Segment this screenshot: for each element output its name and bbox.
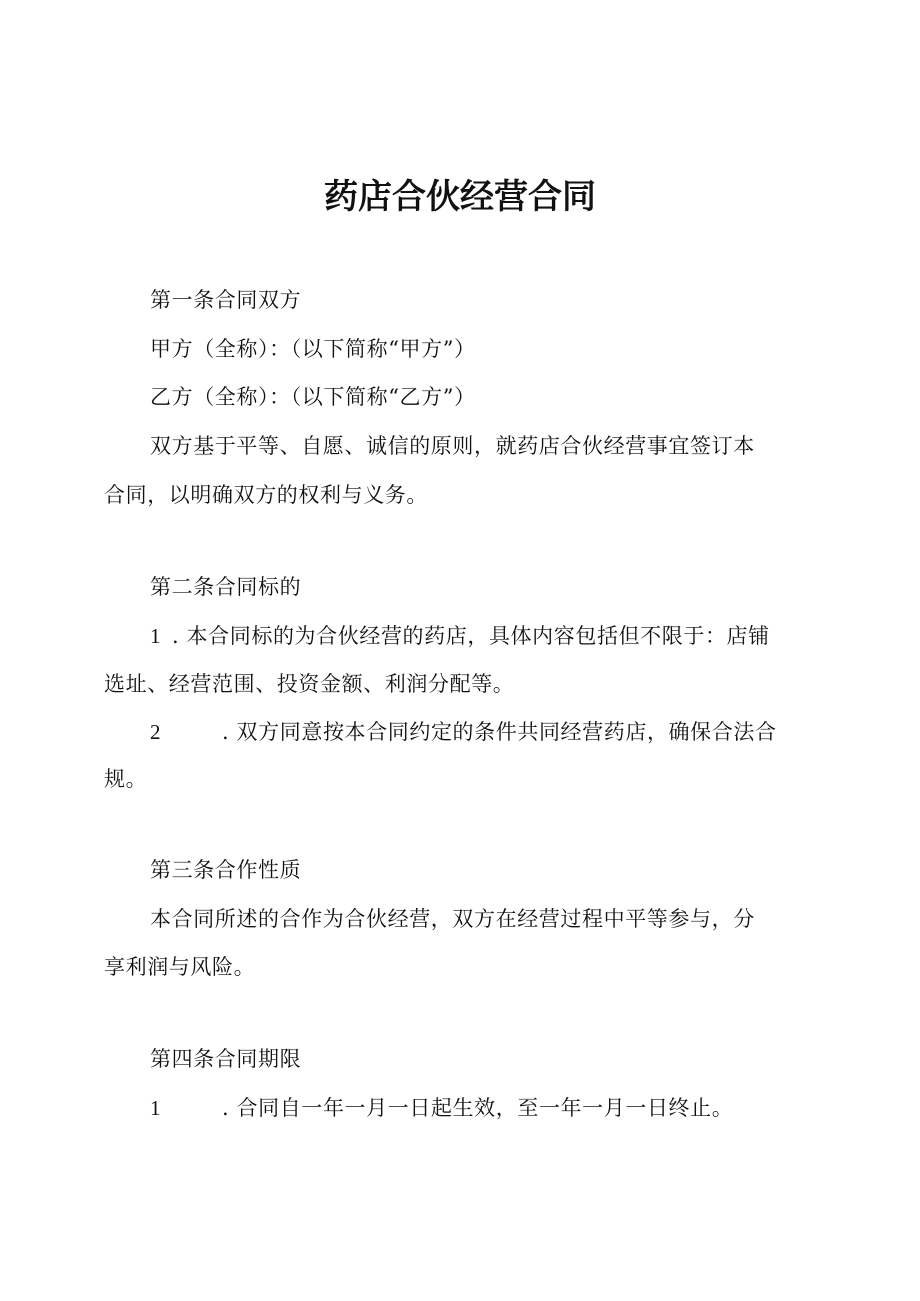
article4-item1-line1: [150, 1092, 733, 1124]
article1-paragraph-line2: 合同，以明确双方的权利与义务。: [104, 483, 428, 507]
article3-paragraph-line1: 本合同所述的合作为合伙经营，双方在经营过程中平等参与，分: [150, 907, 755, 931]
item-text: . 合同自一年一月一日起生效，至一年一月一日终止。: [222, 1096, 734, 1120]
article3-heading: 第三条合作性质: [150, 858, 302, 882]
article2-heading: 第二条合同标的: [150, 575, 302, 599]
article1-heading: 第一条合同双方: [150, 288, 302, 312]
party-b-line: 乙方（全称）：（以下简称“乙方”）: [150, 385, 476, 409]
article2-item1-line1: [150, 620, 770, 652]
article2-item1-line2: 选址、经营范围、投资金额、利润分配等。: [104, 672, 515, 696]
item-number: 1: [150, 1096, 162, 1120]
item-number: 2: [150, 720, 162, 744]
article2-item2-line2: 规。: [104, 767, 148, 791]
item-number: 1: [150, 624, 162, 648]
document-title: 药店合伙经营合同: [324, 177, 596, 217]
article2-item2-line1: [150, 716, 777, 748]
article4-heading: 第四条合同期限: [150, 1047, 302, 1071]
item-text: . 本合同标的为合伙经营的药店，具体内容包括但不限于：店铺: [172, 624, 770, 648]
article3-paragraph-line2: 享利润与风险。: [104, 955, 256, 979]
article1-paragraph-line1: 双方基于平等、自愿、诚信的原则，就药店合伙经营事宜签订本: [150, 434, 755, 458]
item-text: . 双方同意按本合同约定的条件共同经营药店，确保合法合: [222, 720, 777, 744]
party-a-line: 甲方（全称）：（以下简称“甲方”）: [150, 337, 476, 361]
